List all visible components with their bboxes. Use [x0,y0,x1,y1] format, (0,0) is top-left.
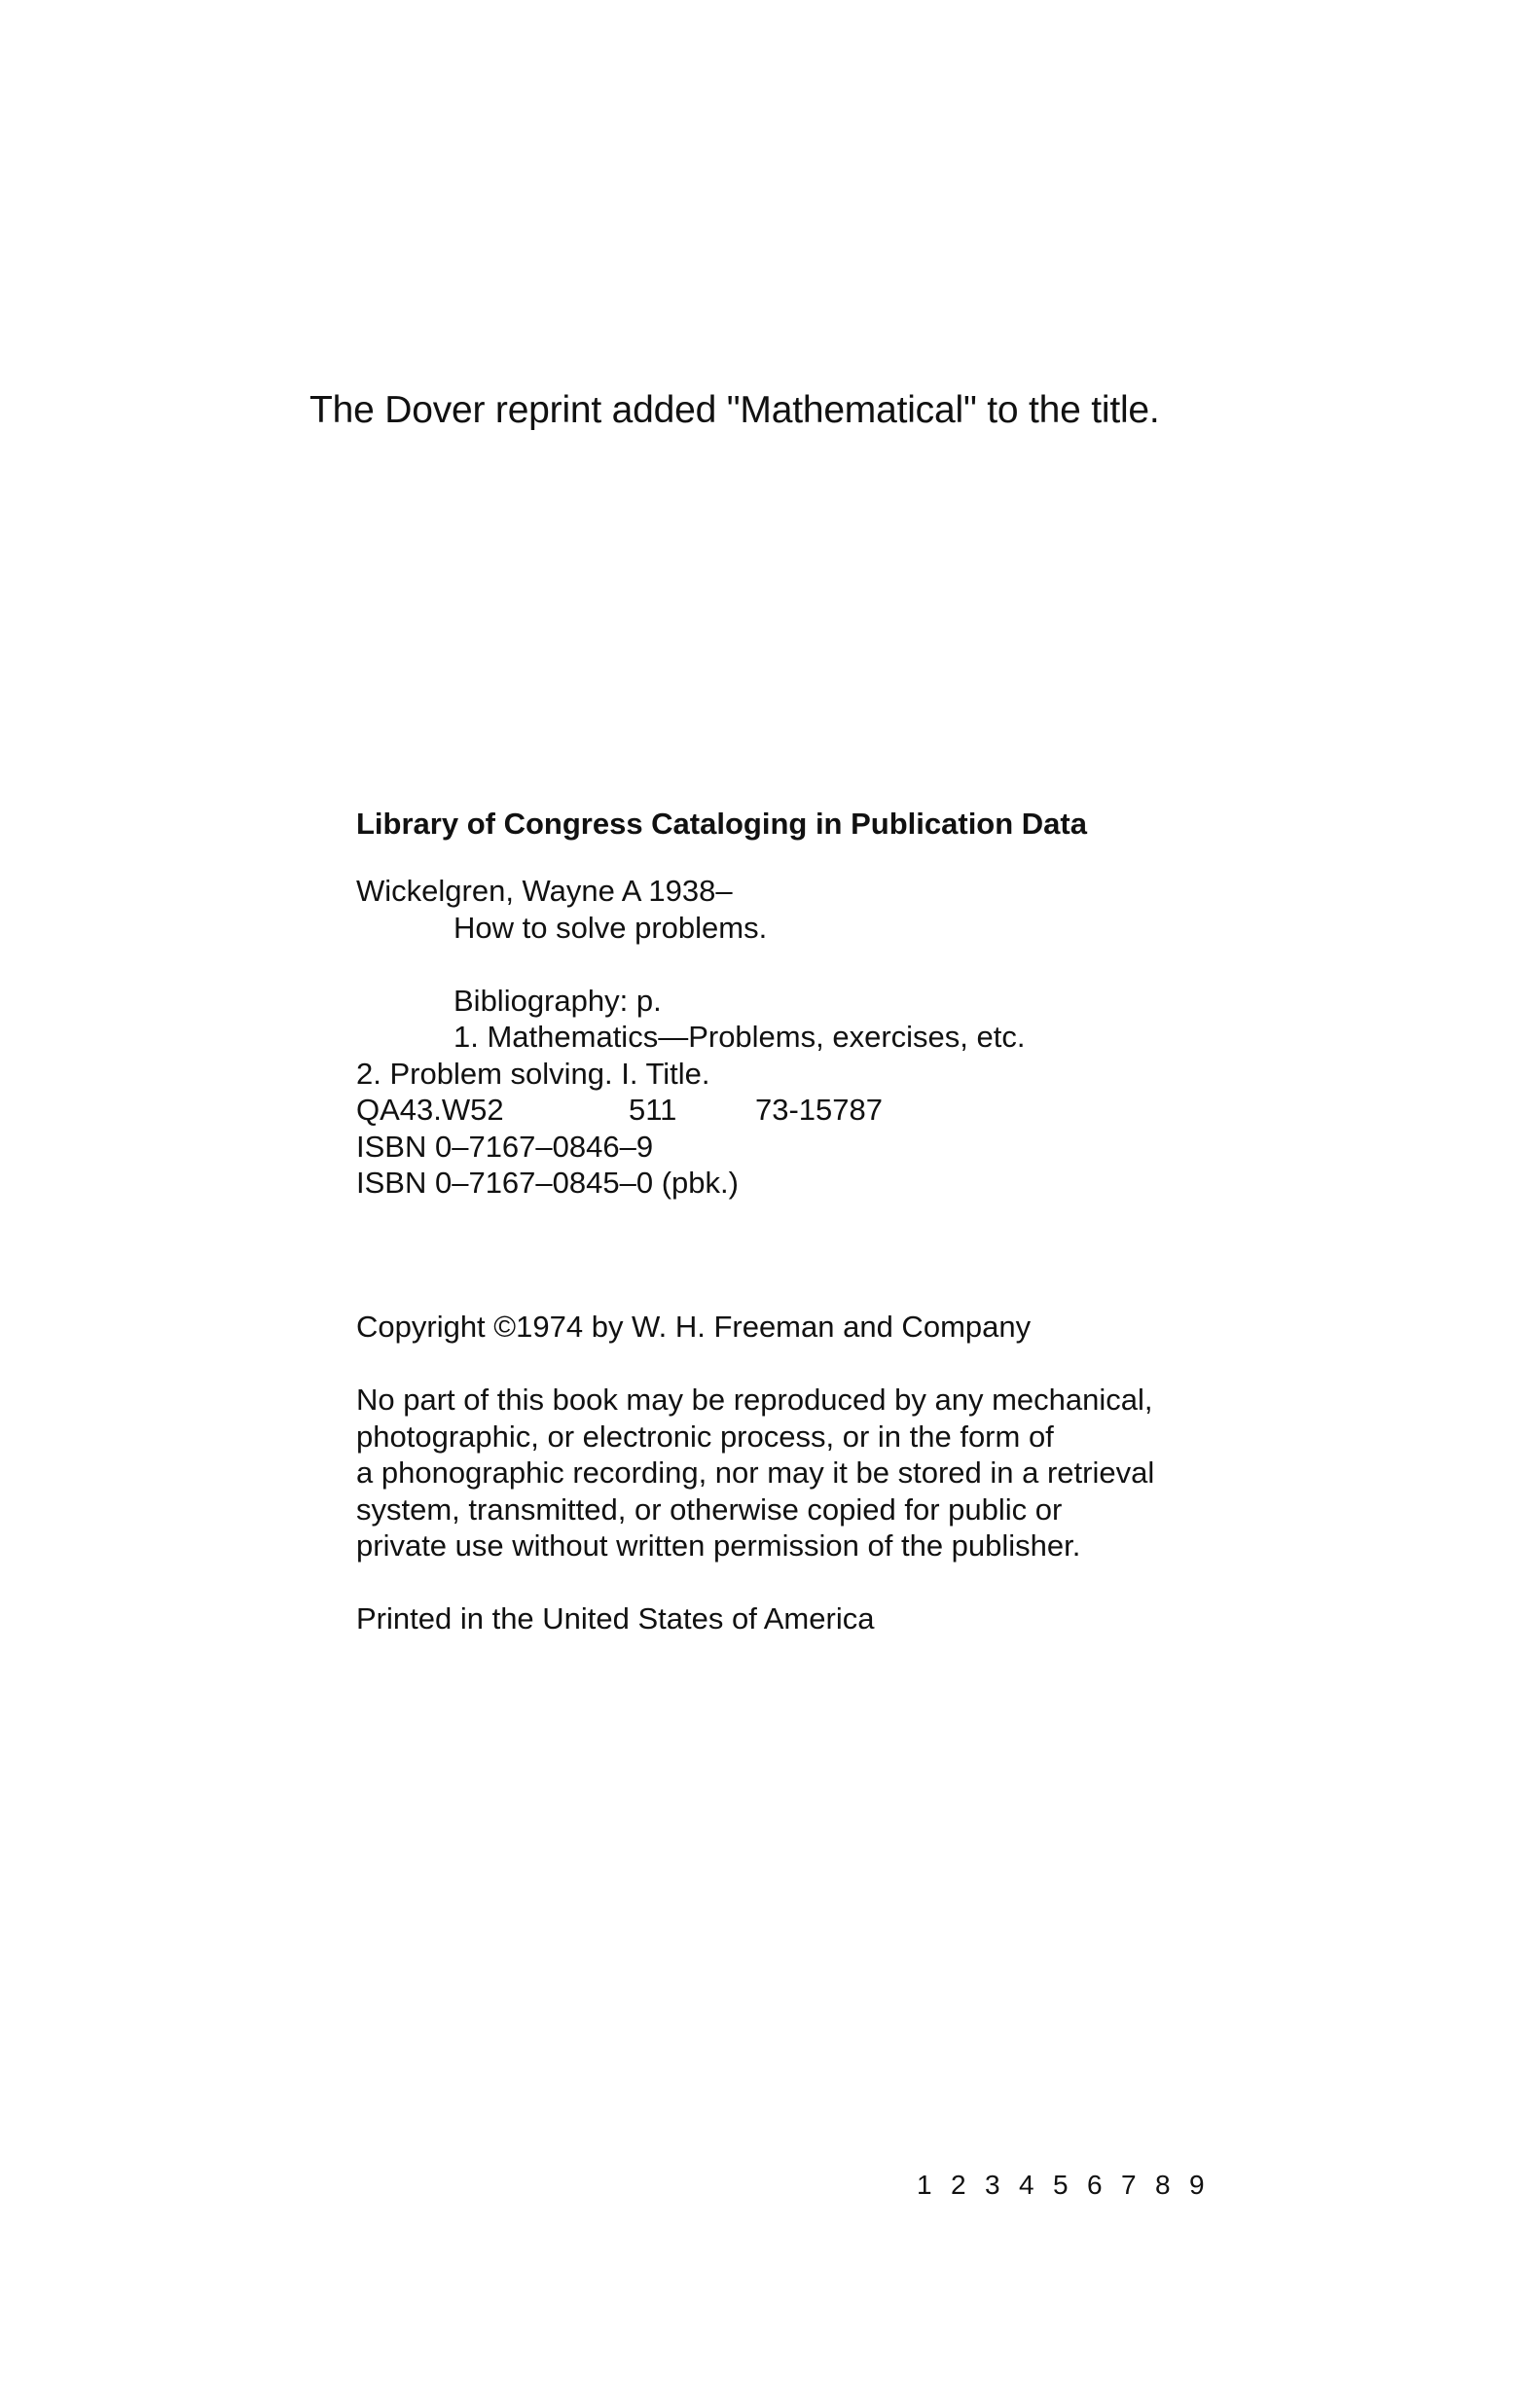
cip-isbn-paperback: ISBN 0–7167–0845–0 (pbk.) [356,1166,739,1200]
cip-classification-row [356,1092,1025,1129]
rights-line: No part of this book may be reproduced by any mechanical, [356,1383,1153,1417]
printing-number: 1 [917,2170,932,2200]
printing-number: 5 [1053,2170,1069,2200]
rights-line: system, transmitted, or otherwise copied for public or [356,1492,1063,1527]
rights-line: a phonographic recording, nor may it be stored in a retrieval [356,1456,1155,1490]
cip-call-number: QA43.W52 [356,1093,504,1127]
copyright-line: Copyright ©1974 by W. H. Freeman and Company [356,1310,1032,1344]
printing-number: 6 [1087,2170,1103,2200]
cip-subject-2: 2. Problem solving. I. Title. [356,1056,710,1091]
printing-number-line [917,2170,1223,2201]
cip-bibliography: Bibliography: p. [453,983,662,1018]
printing-number: 9 [1189,2170,1205,2200]
rights-statement [356,1382,1154,1564]
cip-isbn-cloth: ISBN 0–7167–0846–9 [356,1129,654,1164]
cip-subject-1: 1. Mathematics—Problems, exercises, etc. [453,1020,1026,1054]
printing-number: 3 [985,2170,1000,2200]
cip-author: Wickelgren, Wayne A 1938– [356,874,733,908]
cip-dewey: 511 [629,1093,677,1127]
cip-title: How to solve problems. [453,910,768,945]
printing-number: 2 [951,2170,966,2200]
printing-number: 7 [1121,2170,1137,2200]
rights-line: photographic, or electronic process, or in the form of [356,1419,1054,1454]
printed-in-line: Printed in the United States of America [356,1601,875,1635]
cip-heading: Library of Congress Cataloging in Publication Data [356,807,1087,841]
printing-number: 8 [1155,2170,1171,2200]
cip-spacer [356,946,1025,983]
cip-lccn: 73-15787 [755,1093,884,1127]
rights-line: private use without written permission of the publisher. [356,1528,1081,1563]
printing-number: 4 [1019,2170,1034,2200]
dover-reprint-note: The Dover reprint added "Mathematical" to the title. [309,389,1160,431]
cip-record [356,873,1025,1202]
